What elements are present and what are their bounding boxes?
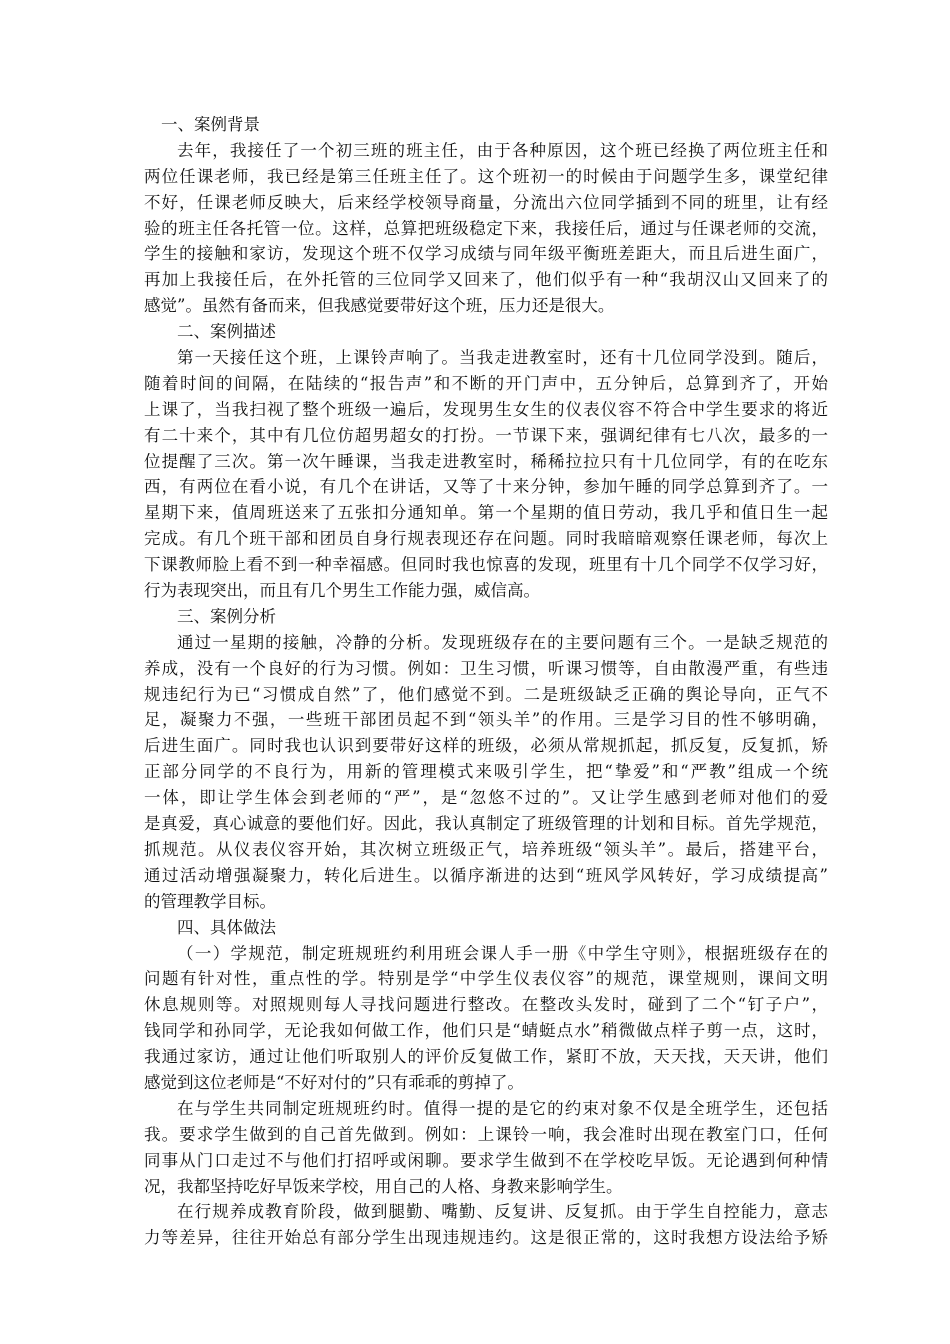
paragraph-line: 问题有针对性，重点性的学。特别是学“中学生仪表仪容”的规范，课堂规则，课间文明 <box>144 969 828 989</box>
paragraph-line: 钱同学和孙同学，无论我如何做工作，他们只是“蜻蜓点水”稍微做点样子剪一点，这时， <box>144 1021 828 1041</box>
paragraph-line: 我。要求学生做到的自己首先做到。例如：上课铃一响，我会准时出现在教室门口，任何 <box>144 1124 828 1144</box>
paragraph-line: 完成。有几个班干部和团员自身行规表现还存在问题。同时我暗暗观察任课老师，每次上 <box>144 529 828 549</box>
paragraph-line: 两位任课老师，我已经是第三任班主任了。这个班初一的时候由于问题学生多，课堂纪律 <box>144 166 828 186</box>
paragraph-line: 通过一星期的接触，冷静的分析。发现班级存在的主要问题有三个。一是缺乏规范的 <box>177 632 828 652</box>
paragraph-line: 正部分同学的不良行为，用新的管理模式来吸引学生，把“挚爱”和“严教”组成一个统 <box>144 762 828 782</box>
document-body <box>144 112 828 1251</box>
paragraph-line: 同事从门口走过不与他们打招呼或闲聊。要求学生做到不在学校吃早饭。无论遇到何种情 <box>144 1150 828 1170</box>
paragraph-line: 的管理教学目标。 <box>144 891 276 911</box>
section-heading-background: 一、案例背景 <box>161 115 260 134</box>
section-heading-methods: 四、具体做法 <box>177 917 276 937</box>
paragraph-line: 一体，即让学生体会到老师的“严”，是“忽悠不过的”。又让学生感到老师对他们的爱 <box>144 788 828 808</box>
paragraph-line: 行为表现突出，而且有几个男生工作能力强，威信高。 <box>144 581 540 601</box>
paragraph-line: 星期下来，值周班送来了五张扣分通知单。第一个星期的值日劳动，我几乎和值日生一起 <box>144 503 828 523</box>
paragraph-line: 抓规范。从仪表仪容开始，其次树立班级正气，培养班级“领头羊”。最后，搭建平台， <box>144 839 828 859</box>
paragraph-line: 学生的接触和家访，发现这个班不仅学习成绩与同年级平衡班差距大，而且后进生面广， <box>144 244 828 264</box>
paragraph-line: 下课教师脸上看不到一种幸福感。但同时我也惊喜的发现，班里有十几个同学不仅学习好， <box>144 555 828 575</box>
paragraph-line: 是真爱，真心诚意的要他们好。因此，我认真制定了班级管理的计划和目标。首先学规范， <box>144 814 828 834</box>
paragraph-line: 再加上我接任后，在外托管的三位同学又回来了，他们似乎有一种“我胡汉山又回来了的 <box>144 270 828 290</box>
paragraph-line: 况，我都坚持吃好早饭来学校，用自己的人格、身教来影响学生。 <box>144 1176 623 1196</box>
paragraph-line: 养成，没有一个良好的行为习惯。例如：卫生习惯，听课习惯等，自由散漫严重，有些违 <box>144 658 828 678</box>
paragraph-line: 西，有两位在看小说，有几个在讲话，又等了十来分钟，参加午睡的同学总算到齐了。一 <box>144 477 828 497</box>
section-heading-description: 二、案例描述 <box>177 322 276 342</box>
paragraph-line: 感觉到这位老师是“不好对付的”只有乖乖的剪掉了。 <box>144 1072 524 1092</box>
paragraph-line: 规违纪行为已“习惯成自然”了，他们感觉不到。二是班级缺乏正确的舆论导向，正气不 <box>144 684 828 704</box>
paragraph-line: （一）学规范，制定班规班约利用班会课人手一册《中学生守则》，根据班级存在的 <box>177 943 828 963</box>
paragraph-line: 随着时间的间隔，在陆续的“报告声”和不断的开门声中，五分钟后，总算到齐了，开始 <box>144 373 828 393</box>
paragraph-line: 休息规则等。对照规则每人寻找问题进行整改。在整改头发时，碰到了二个“钉子户”， <box>144 995 828 1015</box>
paragraph-line: 有二十来个，其中有几位仿超男超女的打扮。一节课下来，强调纪律有七八次，最多的一 <box>144 425 828 445</box>
paragraph-line: 去年，我接任了一个初三班的班主任，由于各种原因，这个班已经换了两位班主任和 <box>177 140 828 160</box>
paragraph-line: 位提醒了三次。第一次午睡课，当我走进教室时，稀稀拉拉只有十几位同学，有的在吃东 <box>144 451 828 471</box>
paragraph-line: 足，凝聚力不强，一些班干部团员起不到“领头羊”的作用。三是学习目的性不够明确， <box>144 710 828 730</box>
paragraph-line: 我通过家访，通过让他们听取别人的评价反复做工作，紧盯不放，天天找，天天讲，他们 <box>144 1047 828 1067</box>
paragraph-line: 感觉”。虽然有备而来，但我感觉要带好这个班，压力还是很大。 <box>144 296 615 316</box>
paragraph-line: 在行规养成教育阶段，做到腿勤、嘴勤、反复讲、反复抓。由于学生自控能力，意志 <box>177 1202 828 1222</box>
paragraph-line: 不好，任课老师反映大，后来经学校领导商量，分流出六位同学插到不同的班里，让有经 <box>144 192 828 212</box>
paragraph-line: 通过活动增强凝聚力，转化后进生。以循序渐进的达到“班风学风转好，学习成绩提高” <box>144 865 828 885</box>
paragraph-line: 验的班主任各托管一位。这样，总算把班级稳定下来，我接任后，通过与任课老师的交流， <box>144 218 828 238</box>
paragraph-line: 力等差异，往往开始总有部分学生出现违规违约。这是很正常的，这时我想方设法给予矫 <box>144 1228 828 1248</box>
paragraph-line: 在与学生共同制定班规班约时。值得一提的是它的约束对象不仅是全班学生，还包括 <box>177 1098 828 1118</box>
paragraph-line: 第一天接任这个班，上课铃声响了。当我走进教室时，还有十几位同学没到。随后， <box>177 348 828 368</box>
section-heading-analysis: 三、案例分析 <box>177 606 276 626</box>
paragraph-line: 上课了，当我扫视了整个班级一遍后，发现男生女生的仪表仪容不符合中学生要求的将近 <box>144 399 828 419</box>
paragraph-line: 后进生面广。同时我也认识到要带好这样的班级，必须从常规抓起，抓反复，反复抓，矫 <box>144 736 828 756</box>
